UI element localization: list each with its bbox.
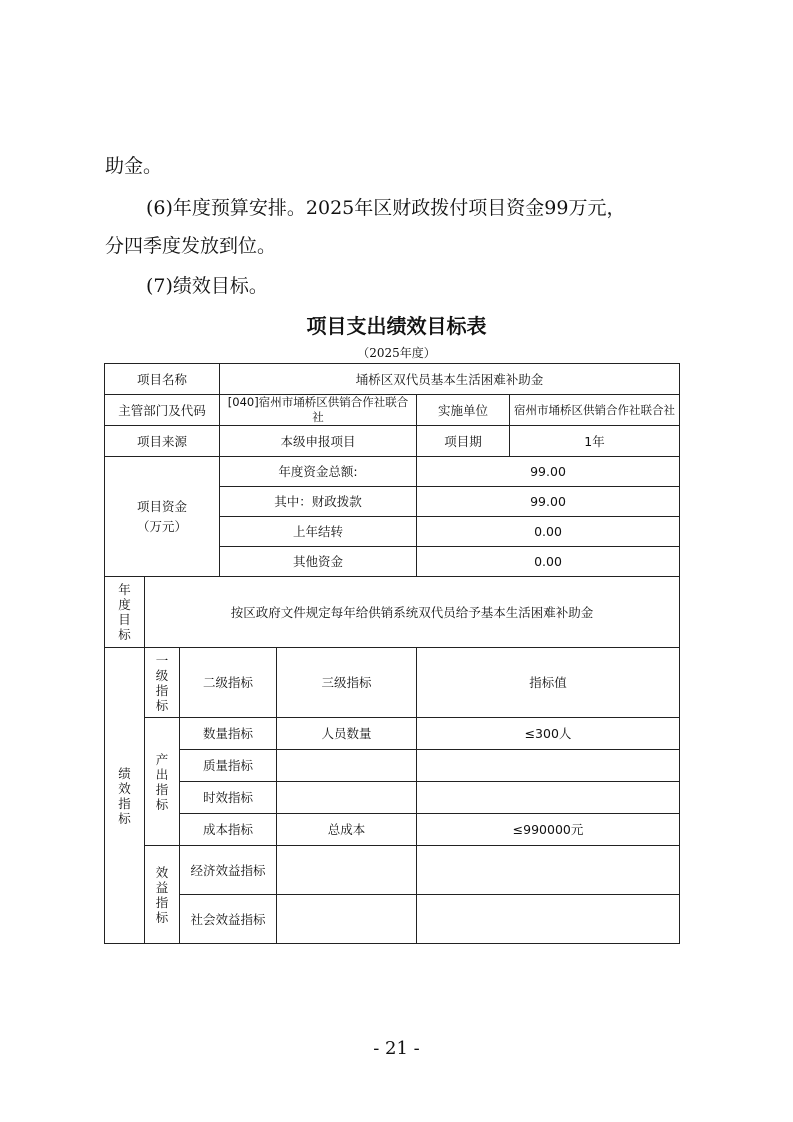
row-project-name <box>105 364 680 395</box>
benefit-indicator-label: 效 益 指 标 <box>145 846 180 944</box>
period-label: 项目期 <box>417 426 510 457</box>
performance-target-table <box>104 363 680 944</box>
value-cell: ≤990000元 <box>417 814 680 846</box>
level2-cell: 成本指标 <box>180 814 277 846</box>
table-row <box>105 750 680 782</box>
row-annual-goal <box>105 577 680 648</box>
perf-indicator-label: 绩 效 指 标 <box>105 648 145 944</box>
row-source <box>105 426 680 457</box>
output-indicator-label: 产 出 指 标 <box>145 718 180 846</box>
table-row <box>105 895 680 944</box>
funds-fiscal-value: 99.00 <box>417 487 680 517</box>
annual-goal-label: 年 度 目 标 <box>105 577 145 648</box>
dept-value: [040]宿州市埇桥区供销合作社联合社 <box>220 395 417 426</box>
level3-cell: 总成本 <box>277 814 417 846</box>
annual-goal-value: 按区政府文件规定每年给供销系统双代员给予基本生活困难补助金 <box>145 577 680 648</box>
paragraph-line-2: (6)年度预算安排。2025年区财政拨付项目资金99万元， <box>146 197 626 219</box>
impl-label: 实施单位 <box>417 395 510 426</box>
level1-header: 一 级 指 标 <box>145 648 180 718</box>
funds-other-label: 其他资金 <box>220 547 417 577</box>
project-name-value: 埇桥区双代员基本生活困难补助金 <box>220 364 680 395</box>
level3-cell <box>277 895 417 944</box>
value-cell <box>417 895 680 944</box>
funds-other-value: 0.00 <box>417 547 680 577</box>
source-value: 本级申报项目 <box>220 426 417 457</box>
value-cell <box>417 782 680 814</box>
level2-cell: 经济效益指标 <box>180 846 277 895</box>
funds-total-label: 年度资金总额: <box>220 457 417 487</box>
row-indicator-header <box>105 648 680 718</box>
impl-value: 宿州市埇桥区供销合作社联合社 <box>510 395 680 426</box>
level2-cell: 社会效益指标 <box>180 895 277 944</box>
project-name-label: 项目名称 <box>105 364 220 395</box>
level2-header: 二级指标 <box>180 648 277 718</box>
level3-cell: 人员数量 <box>277 718 417 750</box>
value-cell: ≤300人 <box>417 718 680 750</box>
table-year: （2025年度） <box>357 346 436 360</box>
paragraph-line-3: 分四季度发放到位。 <box>105 235 277 257</box>
paragraph-line-1: 助金。 <box>105 155 163 177</box>
level2-cell: 数量指标 <box>180 718 277 750</box>
row-department <box>105 395 680 426</box>
level3-cell <box>277 750 417 782</box>
funds-fiscal-label: 其中：财政拨款 <box>220 487 417 517</box>
dept-label: 主管部门及代码 <box>105 395 220 426</box>
value-header: 指标值 <box>417 648 680 718</box>
funds-total-value: 99.00 <box>417 457 680 487</box>
level3-cell <box>277 782 417 814</box>
level2-cell: 质量指标 <box>180 750 277 782</box>
level3-cell <box>277 846 417 895</box>
row-funds-total <box>105 457 680 487</box>
funds-carry-value: 0.00 <box>417 517 680 547</box>
funds-carry-label: 上年结转 <box>220 517 417 547</box>
table-row <box>105 814 680 846</box>
table-row <box>105 782 680 814</box>
paragraph-line-4: (7)绩效目标。 <box>146 275 268 297</box>
level2-cell: 时效指标 <box>180 782 277 814</box>
table-row <box>105 846 680 895</box>
value-cell <box>417 750 680 782</box>
value-cell <box>417 846 680 895</box>
funds-label: 项目资金 （万元） <box>105 457 220 577</box>
table-row <box>105 718 680 750</box>
level3-header: 三级指标 <box>277 648 417 718</box>
table-title: 项目支出绩效目标表 <box>306 314 487 338</box>
page-number: - 21 - <box>373 1038 420 1059</box>
period-value: 1年 <box>510 426 680 457</box>
source-label: 项目来源 <box>105 426 220 457</box>
